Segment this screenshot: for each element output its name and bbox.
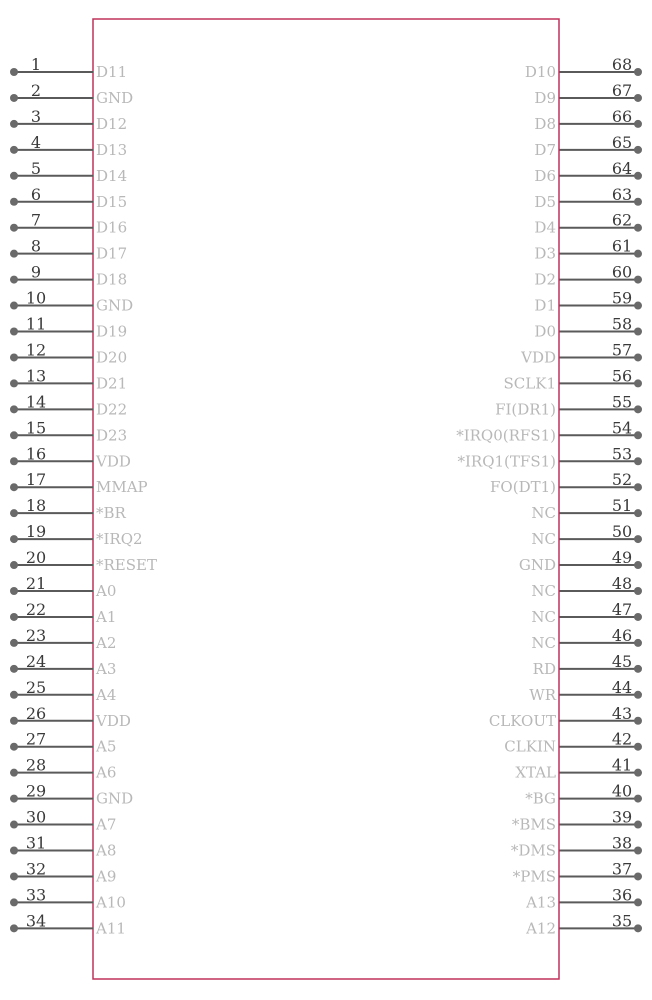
pin-number: 68 <box>611 55 633 74</box>
pin-number: 5 <box>30 158 42 178</box>
pin-label: NC <box>531 504 556 523</box>
left-pin-5 <box>10 159 127 185</box>
pin-label: D17 <box>96 244 128 263</box>
pin-endpoint <box>10 198 18 206</box>
right-pin-62 <box>534 211 642 237</box>
left-pin-13 <box>10 366 127 392</box>
pin-label: D13 <box>96 140 128 159</box>
pin-endpoint <box>10 898 18 906</box>
pin-number: 67 <box>611 80 633 100</box>
pin-endpoint <box>10 94 18 102</box>
pin-number: 57 <box>611 340 633 360</box>
left-pin-6 <box>10 185 127 211</box>
pin-number: 20 <box>25 548 47 568</box>
pin-endpoint <box>634 847 642 855</box>
left-pin-27 <box>10 730 116 756</box>
left-pin-2 <box>10 81 133 107</box>
pin-endpoint <box>10 691 18 699</box>
pin-number: 16 <box>25 444 47 464</box>
pin-endpoint <box>634 872 642 880</box>
pin-number: 19 <box>25 522 47 542</box>
pin-label: SCLK1 <box>503 374 556 393</box>
right-pin-48 <box>531 574 642 600</box>
pin-number: 52 <box>611 470 633 490</box>
pin-endpoint <box>634 535 642 543</box>
pin-endpoint <box>634 94 642 102</box>
pin-label: D20 <box>96 348 128 367</box>
pin-label: A2 <box>96 633 117 652</box>
pin-endpoint <box>10 639 18 647</box>
left-pin-26 <box>10 704 131 730</box>
left-pin-22 <box>10 600 116 626</box>
pin-endpoint <box>10 717 18 725</box>
pin-number: 53 <box>611 444 633 464</box>
pin-number: 18 <box>25 496 47 516</box>
pin-number: 59 <box>611 288 633 308</box>
pin-endpoint <box>10 665 18 673</box>
pin-label: NC <box>531 582 556 600</box>
left-pin-9 <box>10 263 127 289</box>
right-pin-column <box>456 55 642 937</box>
pin-label: GND <box>96 88 134 107</box>
pin-label: CLKIN <box>504 737 556 756</box>
pin-number: 47 <box>611 599 633 619</box>
right-pin-40 <box>525 782 642 808</box>
pin-endpoint <box>634 353 642 361</box>
pin-label: *PMS <box>512 867 556 886</box>
pin-endpoint <box>10 120 18 128</box>
pin-label: D7 <box>534 140 556 159</box>
pin-label: MMAP <box>96 478 148 497</box>
pin-label: NC <box>531 607 556 626</box>
right-pin-44 <box>529 678 642 704</box>
pin-number: 40 <box>611 781 633 801</box>
pin-label: GND <box>518 556 556 575</box>
right-pin-50 <box>531 522 642 548</box>
pin-number: 44 <box>611 677 633 697</box>
left-pin-21 <box>10 574 116 600</box>
pin-endpoint <box>10 769 18 777</box>
right-pin-39 <box>512 808 642 834</box>
pin-label: A5 <box>96 737 117 756</box>
pin-label: RD <box>532 659 556 678</box>
pin-number: 65 <box>611 132 633 152</box>
pin-number: 1 <box>30 55 42 74</box>
left-pin-19 <box>10 522 143 548</box>
right-pin-65 <box>534 133 642 159</box>
left-pin-34 <box>10 911 126 937</box>
pin-label: D3 <box>534 244 556 263</box>
pin-number: 3 <box>30 106 42 126</box>
pin-endpoint <box>634 457 642 465</box>
right-pin-38 <box>511 834 642 860</box>
left-pin-25 <box>10 678 116 704</box>
pin-number: 36 <box>611 885 633 905</box>
pin-endpoint <box>10 847 18 855</box>
pin-number: 26 <box>25 703 47 723</box>
right-pin-52 <box>490 470 642 496</box>
left-pin-4 <box>10 133 127 159</box>
pin-endpoint <box>10 405 18 413</box>
pin-endpoint <box>10 146 18 154</box>
pin-label: VDD <box>521 348 556 367</box>
pin-number: 42 <box>611 729 633 749</box>
left-pin-8 <box>10 237 127 263</box>
right-pin-55 <box>495 392 642 418</box>
pin-label: A12 <box>526 919 556 938</box>
pin-endpoint <box>634 561 642 569</box>
right-pin-68 <box>525 55 642 81</box>
right-pin-61 <box>534 237 642 263</box>
right-pin-46 <box>531 626 642 652</box>
pin-number: 62 <box>611 210 633 230</box>
pin-label: FI(DR1) <box>495 400 556 419</box>
pin-number: 14 <box>25 392 47 412</box>
pin-label: GND <box>96 296 134 315</box>
pin-endpoint <box>10 561 18 569</box>
pin-endpoint <box>634 302 642 310</box>
pin-endpoint <box>10 224 18 232</box>
pin-endpoint <box>10 795 18 803</box>
right-pin-54 <box>456 418 642 444</box>
pin-label: *BG <box>525 789 556 808</box>
pin-number: 46 <box>611 625 633 645</box>
pin-number: 58 <box>611 314 633 334</box>
pin-endpoint <box>634 717 642 725</box>
right-pin-57 <box>520 340 642 366</box>
pin-label: GND <box>96 789 134 808</box>
pin-number: 43 <box>611 703 633 723</box>
pin-endpoint <box>634 276 642 284</box>
pin-label: D11 <box>96 63 128 81</box>
pin-label: *DMS <box>510 841 556 860</box>
pin-label: D0 <box>534 322 556 341</box>
pin-label: A0 <box>96 582 117 600</box>
pin-endpoint <box>10 872 18 880</box>
pin-endpoint <box>634 120 642 128</box>
pin-label: D6 <box>534 166 556 185</box>
pin-number: 51 <box>611 496 633 516</box>
pin-number: 28 <box>25 755 47 775</box>
pin-number: 11 <box>25 314 47 334</box>
pin-endpoint <box>634 795 642 803</box>
pin-label: *BR <box>96 504 126 523</box>
pin-label: D19 <box>96 322 128 341</box>
pin-number: 54 <box>611 418 633 438</box>
pin-number: 31 <box>25 833 47 853</box>
pin-label: VDD <box>96 711 131 730</box>
pin-label: D21 <box>96 374 128 393</box>
left-pin-17 <box>10 470 148 496</box>
pin-endpoint <box>634 483 642 491</box>
pin-number: 23 <box>25 625 47 645</box>
right-pin-49 <box>519 548 642 574</box>
right-pin-42 <box>504 730 642 756</box>
pin-number: 37 <box>611 859 633 879</box>
left-pin-30 <box>10 808 116 834</box>
pin-endpoint <box>10 509 18 517</box>
right-pin-66 <box>534 107 642 133</box>
left-pin-32 <box>10 859 116 885</box>
pin-number: 17 <box>25 470 47 490</box>
pin-number: 13 <box>25 366 47 386</box>
pin-number: 6 <box>30 184 42 204</box>
pin-label: D22 <box>96 400 128 419</box>
right-pin-59 <box>534 289 642 315</box>
right-pin-56 <box>504 366 642 392</box>
pin-label: D16 <box>96 218 128 237</box>
pin-endpoint <box>10 431 18 439</box>
pin-label: *IRQ1(TFS1) <box>457 452 556 471</box>
pin-number: 64 <box>611 158 633 178</box>
pin-label: *BMS <box>511 815 556 834</box>
pin-endpoint <box>10 379 18 387</box>
right-pin-58 <box>534 315 642 341</box>
pin-label: A9 <box>96 867 117 886</box>
pin-number: 56 <box>611 366 633 386</box>
pin-endpoint <box>10 302 18 310</box>
pin-endpoint <box>634 172 642 180</box>
pin-endpoint <box>10 743 18 751</box>
pin-label: *IRQ2 <box>96 530 143 549</box>
left-pin-3 <box>10 107 127 133</box>
pin-number: 8 <box>30 236 42 256</box>
pin-label: D2 <box>534 270 556 289</box>
pin-endpoint <box>634 68 642 76</box>
right-pin-35 <box>525 911 642 937</box>
pin-endpoint <box>634 198 642 206</box>
pin-number: 24 <box>25 651 47 671</box>
pin-label: D10 <box>524 63 556 81</box>
pin-number: 60 <box>611 262 633 282</box>
pin-number: 48 <box>611 574 633 593</box>
pin-endpoint <box>634 613 642 621</box>
left-pin-10 <box>10 289 133 315</box>
left-pin-11 <box>10 315 127 341</box>
pin-endpoint <box>634 691 642 699</box>
pin-number: 25 <box>25 677 47 697</box>
pin-number: 9 <box>30 262 42 282</box>
pin-endpoint <box>634 665 642 673</box>
pin-number: 22 <box>25 599 47 619</box>
pin-number: 4 <box>30 132 42 152</box>
pin-endpoint <box>634 379 642 387</box>
pin-label: D18 <box>96 270 128 289</box>
pin-endpoint <box>10 328 18 336</box>
right-pin-47 <box>531 600 642 626</box>
left-pin-15 <box>10 418 127 444</box>
pin-number: 35 <box>611 911 633 931</box>
pin-endpoint <box>10 924 18 932</box>
left-pin-33 <box>10 885 126 911</box>
left-pin-28 <box>10 756 116 782</box>
pin-number: 15 <box>25 418 47 438</box>
pin-endpoint <box>10 483 18 491</box>
pin-number: 30 <box>25 807 47 827</box>
left-pin-7 <box>10 211 127 237</box>
pin-label: A3 <box>96 659 117 678</box>
pin-label: WR <box>529 685 556 704</box>
pin-number: 55 <box>611 392 633 412</box>
pin-label: A11 <box>96 919 126 938</box>
left-pin-16 <box>10 444 131 470</box>
right-pin-60 <box>534 263 642 289</box>
pin-label: XTAL <box>515 763 556 782</box>
right-pin-45 <box>533 652 642 678</box>
pin-number: 7 <box>30 210 42 230</box>
pin-label: NC <box>531 633 556 652</box>
pin-endpoint <box>634 587 642 595</box>
left-pin-23 <box>10 626 116 652</box>
pin-label: A7 <box>96 815 117 834</box>
pin-endpoint <box>10 172 18 180</box>
pin-number: 21 <box>25 574 47 593</box>
pin-endpoint <box>634 431 642 439</box>
pin-endpoint <box>10 613 18 621</box>
pin-endpoint <box>634 924 642 932</box>
pin-number: 39 <box>611 807 633 827</box>
pin-endpoint <box>634 509 642 517</box>
pin-endpoint <box>10 250 18 258</box>
pin-number: 32 <box>25 859 47 879</box>
left-pin-18 <box>10 496 127 522</box>
pin-number: 50 <box>611 522 633 542</box>
right-pin-64 <box>534 159 642 185</box>
right-pin-37 <box>513 859 642 885</box>
pin-endpoint <box>10 68 18 76</box>
pin-label: D14 <box>96 166 128 185</box>
pin-label: D1 <box>534 296 556 315</box>
pin-endpoint <box>10 457 18 465</box>
pin-label: *RESET <box>96 556 157 575</box>
pin-label: D4 <box>534 218 556 237</box>
pin-label: A1 <box>96 607 117 626</box>
pin-number: 66 <box>611 106 633 126</box>
left-pin-14 <box>10 392 127 418</box>
pin-label: A4 <box>96 685 117 704</box>
left-pin-29 <box>10 782 133 808</box>
pin-label: CLKOUT <box>488 711 556 730</box>
pin-endpoint <box>634 639 642 647</box>
left-pin-20 <box>10 548 157 574</box>
pin-number: 41 <box>611 755 633 775</box>
pin-endpoint <box>634 146 642 154</box>
pin-number: 49 <box>611 548 633 568</box>
pin-number: 10 <box>25 288 47 308</box>
right-pin-63 <box>534 185 642 211</box>
pin-endpoint <box>634 743 642 751</box>
pin-label: A10 <box>96 893 126 912</box>
pin-endpoint <box>10 587 18 595</box>
pin-label: D12 <box>96 114 128 133</box>
pin-label: NC <box>531 530 556 549</box>
left-pin-24 <box>10 652 116 678</box>
pin-number: 12 <box>25 340 47 360</box>
pin-endpoint <box>10 821 18 829</box>
pin-number: 63 <box>611 184 633 204</box>
right-pin-41 <box>515 756 642 782</box>
pin-label: A8 <box>96 841 117 860</box>
pin-endpoint <box>10 353 18 361</box>
pin-label: D15 <box>96 192 128 211</box>
right-pin-43 <box>489 704 642 730</box>
pin-label: D8 <box>534 114 556 133</box>
pin-label: D9 <box>534 88 556 107</box>
pin-label: A6 <box>96 763 117 782</box>
pin-label: A13 <box>526 893 556 912</box>
ic-body-outline <box>93 19 559 979</box>
pin-label: *IRQ0(RFS1) <box>456 426 556 445</box>
right-pin-53 <box>458 444 643 470</box>
pin-label: FO(DT1) <box>490 478 556 497</box>
pin-number: 45 <box>611 651 633 671</box>
pin-endpoint <box>10 276 18 284</box>
pin-endpoint <box>634 405 642 413</box>
left-pin-1 <box>10 55 127 81</box>
pin-endpoint <box>634 328 642 336</box>
pin-number: 38 <box>611 833 633 853</box>
pin-number: 34 <box>25 911 47 931</box>
pin-number: 33 <box>25 885 47 905</box>
left-pin-column <box>10 55 157 937</box>
pin-endpoint <box>634 224 642 232</box>
pin-number: 61 <box>611 236 633 256</box>
pin-number: 2 <box>30 80 42 100</box>
pin-number: 27 <box>25 729 47 749</box>
pin-endpoint <box>634 821 642 829</box>
pin-label: VDD <box>96 452 131 471</box>
left-pin-12 <box>10 340 127 366</box>
right-pin-36 <box>525 885 642 911</box>
pin-endpoint <box>634 250 642 258</box>
right-pin-51 <box>531 496 642 522</box>
pin-label: D23 <box>96 426 128 445</box>
pin-endpoint <box>634 898 642 906</box>
left-pin-31 <box>10 834 116 860</box>
pin-endpoint <box>10 535 18 543</box>
pin-number: 29 <box>25 781 47 801</box>
pin-label: D5 <box>534 192 556 211</box>
pin-endpoint <box>634 769 642 777</box>
right-pin-67 <box>534 81 642 107</box>
